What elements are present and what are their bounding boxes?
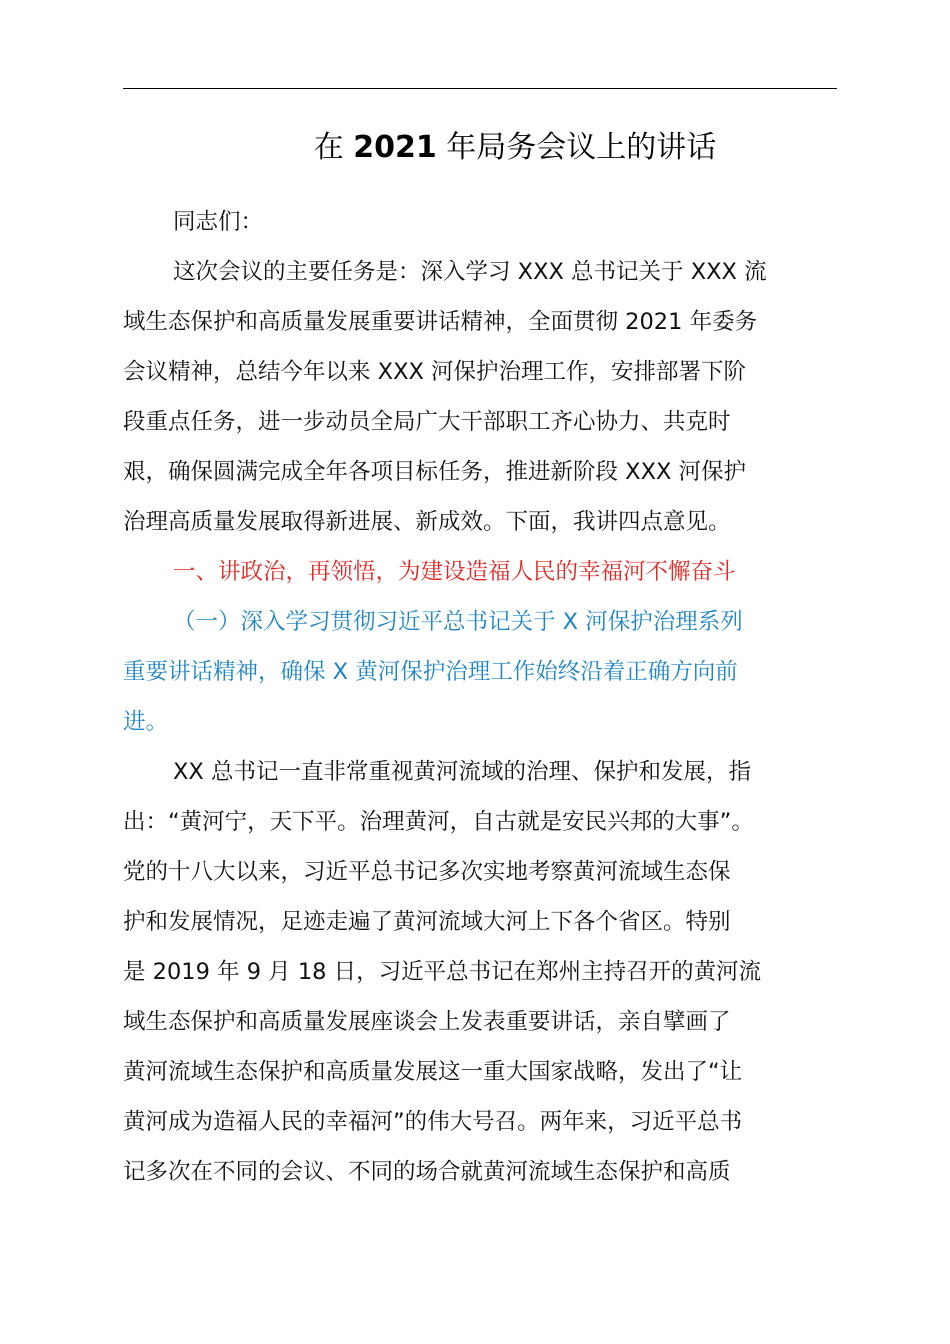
paragraph-line: 艰，确保圆满完成全年各项目标任务，推进新阶段 XXX 河保护 xyxy=(123,459,747,485)
paragraph-line: 黄河成为造福人民的幸福河”的伟大号召。两年来，习近平总书 xyxy=(123,1109,743,1135)
subsection-heading-line: 进。 xyxy=(123,709,169,735)
paragraph-line: 是 2019 年 9 月 18 日，习近平总书记在郑州主持召开的黄河流 xyxy=(123,959,762,985)
title-prefix: 在 xyxy=(313,130,354,165)
paragraph-line: 出：“黄河宁，天下平。治理黄河，自古就是安民兴邦的大事”。 xyxy=(123,809,754,835)
title-year: 2021 xyxy=(353,130,437,165)
section-heading-1: 一、讲政治，再领悟，为建设造福人民的幸福河不懈奋斗 xyxy=(173,559,736,585)
paragraph-line: 会议精神，总结今年以来 XXX 河保护治理工作，安排部署下阶 xyxy=(123,359,747,385)
paragraph-line: 护和发展情况，足迹走遍了黄河流域大河上下各个省区。特别 xyxy=(123,909,731,935)
paragraph-line: 黄河流域生态保护和高质量发展这一重大国家战略，发出了“让 xyxy=(123,1059,743,1085)
title-suffix: 年局务会议上的讲话 xyxy=(436,130,717,165)
paragraph-line: 这次会议的主要任务是：深入学习 XXX 总书记关于 XXX 流 xyxy=(173,259,767,285)
subsection-heading-line: 重要讲话精神，确保 X 黄河保护治理工作始终沿着正确方向前 xyxy=(123,659,738,685)
paragraph-line: 域生态保护和高质量发展座谈会上发表重要讲话，亲自擘画了 xyxy=(123,1009,731,1035)
document-title xyxy=(0,127,950,169)
paragraph-line: 治理高质量发展取得新进展、新成效。下面，我讲四点意见。 xyxy=(123,509,731,535)
paragraph-line: 党的十八大以来，习近平总书记多次实地考察黄河流域生态保 xyxy=(123,859,731,885)
paragraph-line: 域生态保护和高质量发展重要讲话精神，全面贯彻 2021 年委务 xyxy=(123,309,758,335)
paragraph-line: 段重点任务，进一步动员全局广大干部职工齐心协力、共克时 xyxy=(123,409,731,435)
document-body xyxy=(123,197,837,1197)
paragraph-line: 记多次在不同的会议、不同的场合就黄河流域生态保护和高质 xyxy=(123,1159,731,1185)
header-rule xyxy=(123,88,837,89)
salutation: 同志们： xyxy=(173,209,264,235)
paragraph-line: XX 总书记一直非常重视黄河流域的治理、保护和发展，指 xyxy=(173,759,751,785)
subsection-heading-line: （一）深入学习贯彻习近平总书记关于 X 河保护治理系列 xyxy=(173,609,743,635)
